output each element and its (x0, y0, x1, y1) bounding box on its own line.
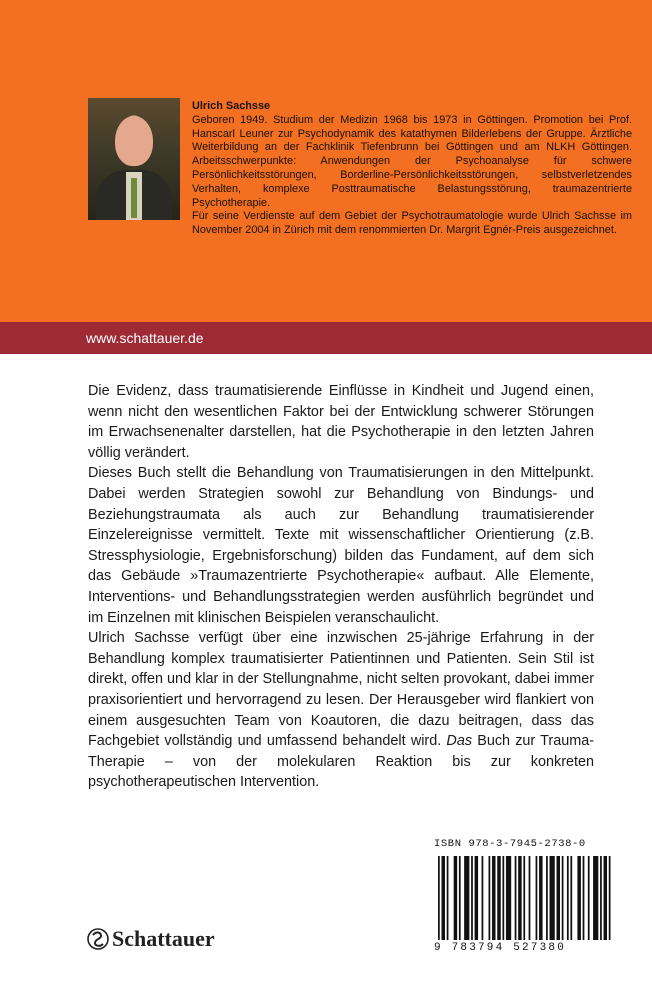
blurb (88, 381, 594, 793)
barcode-digits: 9 783794 527380 (434, 942, 567, 954)
publisher-logo-icon (86, 925, 110, 953)
publisher-logo (86, 924, 215, 954)
author-bio-paragraph-2: Für seine Verdienste auf dem Gebiet der Psychotraumatologie wurde Ulrich Sachsse im November 2004 in Zürich mit dem renommierten Dr. Margrit Egnér-Preis ausgezeichnet. (192, 210, 632, 237)
blurb-p3-emphasis: Das (446, 733, 473, 750)
blurb-paragraph-3 (88, 628, 594, 793)
website-link[interactable]: www.schattauer.de (86, 330, 204, 346)
author-head (115, 116, 153, 166)
blurb-paragraph-1: Die Evidenz, dass traumatisierende Einflüsse in Kindheit und Jugend einen, wenn nicht den wesentlichen Faktor bei der Entwicklung schwerer Störungen im Erwachsenenalter darstellen, hat die Psychotherapie in den letzten Jahren völlig verändert. (88, 383, 594, 461)
blurb-p3-end: Buch zur Trauma-Therapie – von der molekularen Reaktion bis zur konkreten psychotherapeutischen Intervention. (88, 733, 594, 791)
blurb-paragraph-2: Dieses Buch stellt die Behandlung von Traumatisierungen in den Mittelpunkt. Dabei werden Strategien sowohl zur Behandlung von Bindungs- und Beziehungstraumata als auch zur Behandlung traumatisierender Einzelereignisse vermittelt. Texte mit wissenschaftlicher Orientierung (z.B. Stressphysiologie, Ergebnisforschung) bilden das Fundament, auf dem sich das Gebäude »Traumazentrierte Psychotherapie« aufbaut. Alle Elemente, Interventions- und Behandlungsstrategien werden ausführlich begründet und im Einzelnen mit klinischen Beispielen veranschaulicht. (88, 465, 594, 626)
barcode (438, 856, 614, 940)
publisher-name: Schattauer (112, 926, 215, 951)
author-bio (192, 100, 632, 238)
author-photo (88, 98, 180, 220)
isbn-label: ISBN 978-3-7945-2738-0 (434, 838, 586, 850)
author-name: Ulrich Sachsse (192, 100, 271, 112)
author-tie (131, 178, 137, 218)
blurb-p3-start: Ulrich Sachsse verfügt über eine inzwischen 25-jährige Erfahrung in der Behandlung komplex traumatisierter Patientinnen und Patienten. Sein Stil ist direkt, offen und klar in der Stellungnahme, nicht selten provokant, dabei immer praxisorientiert und hervorragend zu lesen. Der Herausgeber wird flankiert von einem ausgesuchten Team von Koautoren, die dazu beitragen, dass das Fachgebiet vollständig und umfassend behandelt wird. (88, 630, 594, 750)
author-bio-paragraph-1: Geboren 1949. Studium der Medizin 1968 bis 1973 in Göttingen. Promotion bei Prof. Hanscarl Leuner zur Psychodynamik des katathymen Bilderlebens der Gruppe. Ärztliche Weiterbildung an der Fachklinik Tiefenbrunn bei Göttingen und am NLKH Göttingen. Arbeitsschwerpunkte: Anwendungen der Psychoanalyse für schwere Persönlichkeitsstörungen, Borderline-Persönlichkeitsstörungen, selbstverletzendes Verhalten, komplexe Posttraumatische Belastungsstörung, traumazentrierte Psychotherapie. (192, 113, 632, 209)
